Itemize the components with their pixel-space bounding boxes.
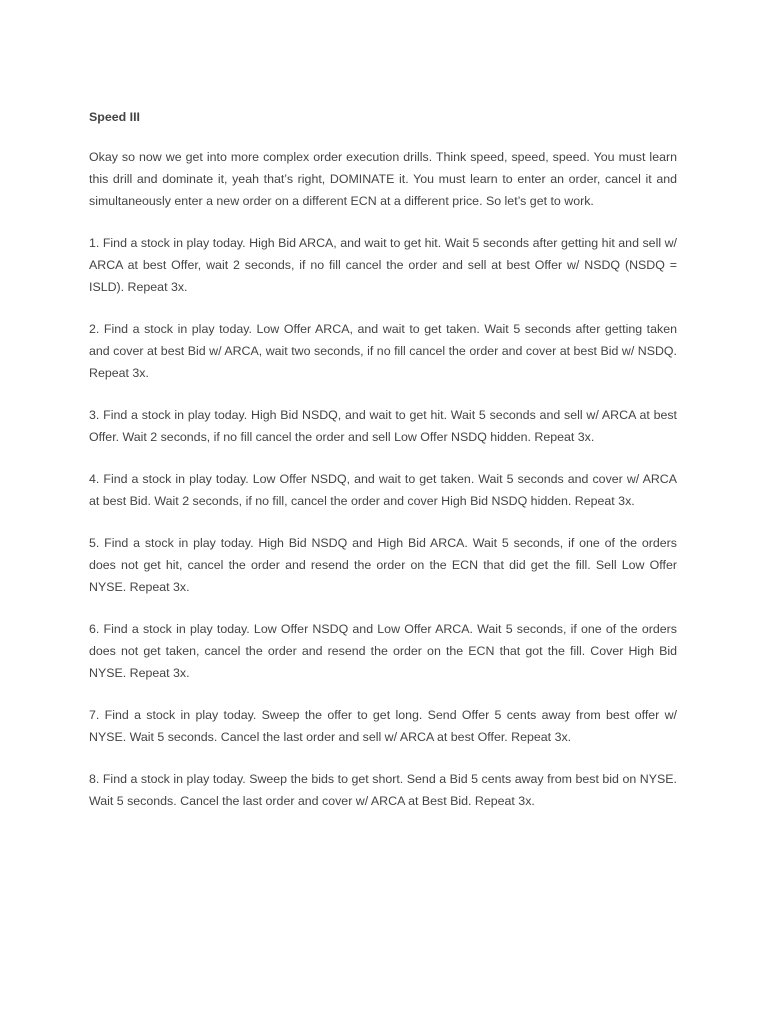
step-1-paragraph: 1. Find a stock in play today. High Bid ARCA, and wait to get hit. Wait 5 seconds after getting hit and sell w/ ARCA at best Offer, wait 2 seconds, if no fill cancel the order and sell at best Offer w/ NSDQ (NSDQ = ISLD). Repeat 3x. bbox=[89, 236, 677, 294]
step-2-paragraph: 2. Find a stock in play today. Low Offer ARCA, and wait to get taken. Wait 5 seconds after getting taken and cover at best Bid w/ ARCA, wait two seconds, if no fill cancel the order and cover at best Bid w/ NSDQ. Repeat 3x. bbox=[89, 322, 677, 380]
step-6-paragraph: 6. Find a stock in play today. Low Offer NSDQ and Low Offer ARCA. Wait 5 seconds, if one of the orders does not get taken, cancel the order and resend the order on the ECN that got the fill. Cover High Bid NYSE. Repeat 3x. bbox=[89, 622, 677, 680]
step-7-paragraph: 7. Find a stock in play today. Sweep the offer to get long. Send Offer 5 cents away from best offer w/ NYSE. Wait 5 seconds. Cancel the last order and sell w/ ARCA at best Offer. Repeat 3x. bbox=[89, 708, 677, 744]
document-page bbox=[89, 106, 677, 832]
step-5-paragraph: 5. Find a stock in play today. High Bid NSDQ and High Bid ARCA. Wait 5 seconds, if one of the orders does not get hit, cancel the order and resend the order on the ECN that did get the fill. Sell Low Offer NYSE. Repeat 3x. bbox=[89, 536, 677, 594]
step-4-paragraph: 4. Find a stock in play today. Low Offer NSDQ, and wait to get taken. Wait 5 seconds and cover w/ ARCA at best Bid. Wait 2 seconds, if no fill, cancel the order and cover High Bid NSDQ hidden. Repeat 3x. bbox=[89, 472, 677, 508]
step-3-paragraph: 3. Find a stock in play today. High Bid NSDQ, and wait to get hit. Wait 5 seconds and sell w/ ARCA at best Offer. Wait 2 seconds, if no fill cancel the order and sell Low Offer NSDQ hidden. Repeat 3x. bbox=[89, 408, 677, 444]
intro-paragraph: Okay so now we get into more complex order execution drills. Think speed, speed, speed. You must learn this drill and dominate it, yeah that’s right, DOMINATE it. You must learn to enter an order, cancel it and simultaneously enter a new order on a different ECN at a different price. So let’s get to work. bbox=[89, 150, 677, 208]
step-8-paragraph: 8. Find a stock in play today. Sweep the bids to get short. Send a Bid 5 cents away from best bid on NYSE. Wait 5 seconds. Cancel the last order and cover w/ ARCA at Best Bid. Repeat 3x. bbox=[89, 772, 677, 808]
document-title: Speed III bbox=[89, 110, 140, 124]
